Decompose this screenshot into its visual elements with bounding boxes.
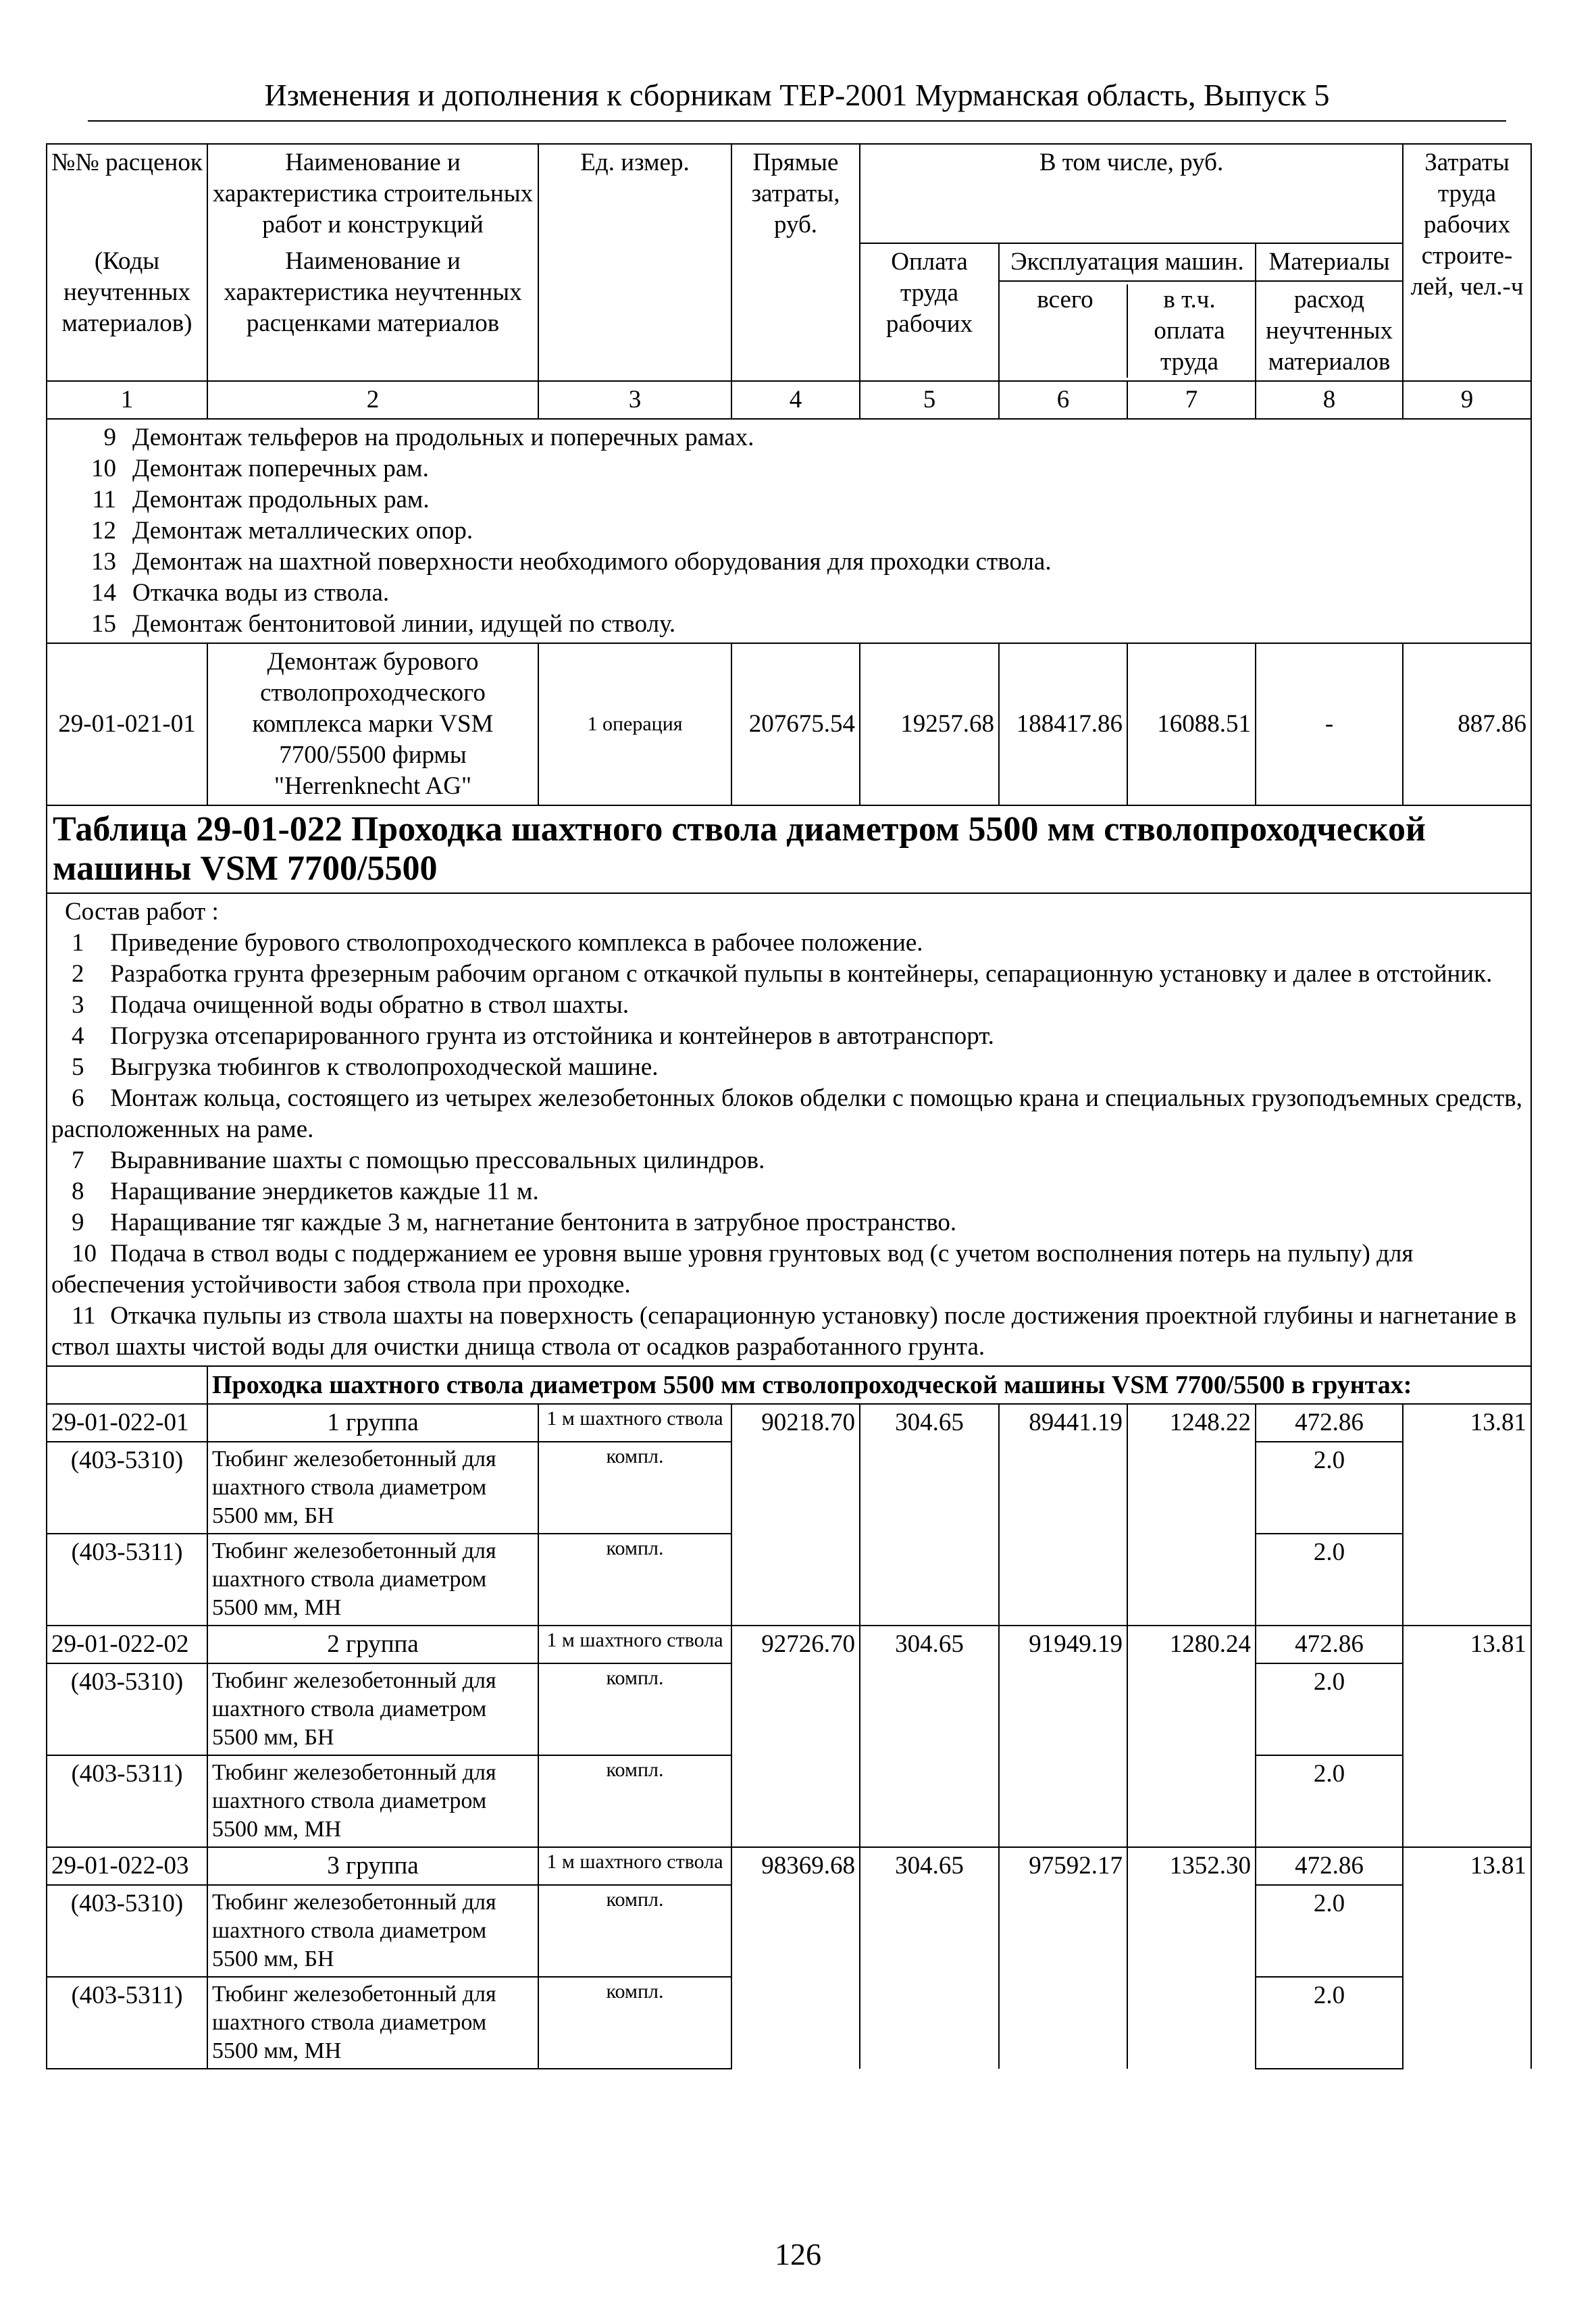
rate-unit: 1 м шахтного ствола [538, 1404, 731, 1442]
col-num: 6 [999, 381, 1127, 419]
rate-hours: 13.81 [1403, 1626, 1531, 1847]
work-number: 6 [72, 1084, 84, 1112]
col6-header: всего [1037, 286, 1093, 313]
material-qty: 2.0 [1256, 1755, 1403, 1847]
rate-row [47, 1626, 1531, 1663]
work-number: 10 [72, 1240, 97, 1267]
table-title: Таблица 29-01-022 Проходка шахтного ствола диаметром 5500 мм стволопроходческой машины VSM 7700/5500 [47, 805, 1531, 893]
work-text: Наращивание энердикетов каждые 11 м. [110, 1178, 539, 1205]
col-num: 3 [538, 381, 731, 419]
work-text: Погрузка отсепарированного грунта из отстойника и контейнеров в автотранспорт. [110, 1022, 994, 1050]
work-number: 5 [72, 1053, 84, 1081]
col-num: 7 [1127, 381, 1256, 419]
operation-number: 11 [92, 486, 116, 513]
rate-materials: - [1256, 643, 1403, 805]
work-text: Разработка грунта фрезерным рабочим органом с откачкой пульпы в контейнеры, сепарационную установку и далее в отстойник. [110, 960, 1493, 988]
rate-machines-labor: 1248.22 [1127, 1404, 1256, 1626]
work-item [51, 1301, 1526, 1363]
col3-header: Ед. измер. [538, 144, 731, 381]
col9-header: Затраты труда рабочих строите-лей, чел.-ч [1403, 144, 1531, 381]
col5-header: Оплата труда рабочих [860, 243, 999, 381]
work-item [51, 1145, 1526, 1176]
rate-machines-labor: 16088.51 [1127, 643, 1256, 805]
material-qty: 2.0 [1256, 1534, 1403, 1626]
material-unit: компл. [538, 1755, 731, 1847]
operation-item [51, 547, 1526, 578]
operation-item [51, 578, 1526, 609]
rate-unit: 1 м шахтного ствола [538, 1847, 731, 1885]
prev-ops-list [47, 419, 1531, 643]
material-qty: 2.0 [1256, 1885, 1403, 1977]
material-name: Тюбинг железобетонный для шахтного ствола диаметром 5500 мм, МН [207, 1977, 538, 2069]
work-item [51, 990, 1526, 1021]
work-text: Приведение бурового стволопроходческого комплекса в рабочее положение. [110, 929, 923, 957]
material-name: Тюбинг железобетонный для шахтного ствола диаметром 5500 мм, БН [207, 1885, 538, 1977]
col-num: 8 [1256, 381, 1403, 419]
rate-materials: 472.86 [1256, 1626, 1403, 1663]
works-label: Состав работ : [65, 898, 219, 926]
page-number: 126 [775, 2237, 821, 2271]
operation-number: 13 [91, 548, 116, 576]
material-qty: 2.0 [1256, 1977, 1403, 2069]
operation-text: Демонтаж бентонитовой линии, идущей по стволу. [132, 610, 676, 638]
work-number: 7 [72, 1147, 84, 1174]
operation-number: 14 [91, 579, 116, 607]
material-unit: компл. [538, 1534, 731, 1626]
works-block [47, 893, 1531, 1366]
operation-text: Демонтаж продольных рам. [132, 486, 430, 513]
material-code: (403-5311) [47, 1977, 207, 2069]
rate-direct: 98369.68 [731, 1847, 860, 2069]
col1-subheader: (Коды неучтенных материалов) [47, 243, 207, 381]
rate-row-021 [47, 643, 1531, 805]
col2-subheader: Наименование и характеристика неучтенных расценками материалов [207, 243, 538, 381]
operation-number: 15 [91, 610, 116, 638]
work-item [51, 1238, 1526, 1301]
work-item [51, 928, 1526, 959]
work-item [51, 959, 1526, 990]
rate-name: 3 группа [207, 1847, 538, 1885]
rate-machines-labor: 1352.30 [1127, 1847, 1256, 2069]
material-code: (403-5310) [47, 1663, 207, 1755]
col-num: 5 [860, 381, 999, 419]
col-num: 4 [731, 381, 860, 419]
rate-labor: 304.65 [860, 1847, 999, 2069]
material-code: (403-5310) [47, 1885, 207, 1977]
operation-text: Демонтаж металлических опор. [132, 517, 473, 545]
work-number: 9 [72, 1209, 84, 1236]
work-text: Откачка пульпы из ствола шахты на поверхность (сепарационную установку) после достижения проектной глубины и нагнетание в ствол шахты чистой воды для очистки днища ствола от осадков разработанного грунта. [51, 1302, 1517, 1361]
rate-machines-labor: 1280.24 [1127, 1626, 1256, 1847]
work-item [51, 1176, 1526, 1207]
material-unit: компл. [538, 1663, 731, 1755]
group-header: В том числе, руб. [860, 144, 1403, 243]
material-unit: компл. [538, 1442, 731, 1534]
material-code: (403-5311) [47, 1534, 207, 1626]
rate-direct: 92726.70 [731, 1626, 860, 1847]
work-text: Монтаж кольца, состоящего из четырех железобетонных блоков обделки с помощью крана и специальных грузоподъемных средств, расположенных на раме. [51, 1084, 1522, 1143]
material-code: (403-5310) [47, 1442, 207, 1534]
rate-materials: 472.86 [1256, 1847, 1403, 1885]
work-number: 2 [72, 960, 84, 988]
col7-header: в т.ч. оплата труда [1127, 284, 1251, 378]
col8-subheader: расход неучтенных материалов [1266, 286, 1393, 376]
rate-name: 1 группа [207, 1404, 538, 1442]
work-text: Наращивание тяг каждые 3 м, нагнетание бентонита в затрубное пространство. [110, 1209, 957, 1236]
work-item [51, 1052, 1526, 1083]
work-text: Подача очищенной воды обратно в ствол шахты. [110, 991, 629, 1019]
rate-code: 29-01-022-02 [47, 1626, 207, 1663]
rate-labor: 19257.68 [860, 643, 999, 805]
rate-machines: 91949.19 [999, 1626, 1127, 1847]
material-name: Тюбинг железобетонный для шахтного ствола диаметром 5500 мм, БН [207, 1442, 538, 1534]
page-header: Изменения и дополнения к сборникам ТЕР-2001 Мурманская область, Выпуск 5 [264, 78, 1330, 112]
material-name: Тюбинг железобетонный для шахтного ствола диаметром 5500 мм, МН [207, 1534, 538, 1626]
col-num: 2 [207, 381, 538, 419]
operation-item [51, 453, 1526, 484]
header-rule [88, 120, 1506, 122]
col-num: 9 [1403, 381, 1531, 419]
operation-text: Откачка воды из ствола. [132, 579, 390, 607]
material-code: (403-5311) [47, 1755, 207, 1847]
rate-labor: 304.65 [860, 1404, 999, 1626]
material-qty: 2.0 [1256, 1442, 1403, 1534]
rate-labor: 304.65 [860, 1626, 999, 1847]
rate-unit: 1 операция [538, 643, 731, 805]
work-item [51, 1207, 1526, 1238]
col-num: 1 [47, 381, 207, 419]
rate-machines: 188417.86 [999, 643, 1127, 805]
rate-direct: 207675.54 [731, 643, 860, 805]
operation-number: 9 [103, 424, 116, 451]
work-number: 1 [72, 929, 84, 957]
work-number: 11 [72, 1302, 96, 1330]
col4-header: Прямые затраты, руб. [731, 144, 860, 381]
work-text: Подача в ствол воды с поддержанием ее уровня выше уровня грунтовых вод (с учетом восполнения потерь на пульпу) для обеспечения устойчивости забоя ствола при проходке. [51, 1240, 1414, 1299]
rate-name: 2 группа [207, 1626, 538, 1663]
work-number: 3 [72, 991, 84, 1019]
operation-text: Демонтаж на шахтной поверхности необходимого оборудования для проходки ствола. [132, 548, 1052, 576]
work-number: 8 [72, 1178, 84, 1205]
rate-hours: 13.81 [1403, 1847, 1531, 2069]
work-number: 4 [72, 1022, 84, 1050]
machines-group-label: Эксплуатация машин. [1000, 244, 1255, 282]
column-numbers-row [47, 381, 1531, 419]
rate-machines: 97592.17 [999, 1847, 1127, 2069]
work-text: Выгрузка тюбингов к стволопроходческой машине. [110, 1053, 659, 1081]
rate-code: 29-01-022-01 [47, 1404, 207, 1442]
section-title: Проходка шахтного ствола диаметром 5500 мм стволопроходческой машины VSM 7700/5500 в грунтах: [207, 1366, 1531, 1404]
rate-row [47, 1404, 1531, 1442]
rate-materials: 472.86 [1256, 1404, 1403, 1442]
operation-text: Демонтаж тельферов на продольных и поперечных рамах. [132, 424, 754, 451]
material-unit: компл. [538, 1977, 731, 2069]
material-unit: компл. [538, 1885, 731, 1977]
machines-header [999, 243, 1256, 381]
col1-header: №№ расценок [47, 144, 207, 243]
materials-header [1256, 243, 1403, 381]
material-name: Тюбинг железобетонный для шахтного ствола диаметром 5500 мм, БН [207, 1663, 538, 1755]
rates-table [46, 143, 1532, 2069]
operation-number: 12 [91, 517, 116, 545]
material-name: Тюбинг железобетонный для шахтного ствола диаметром 5500 мм, МН [207, 1755, 538, 1847]
material-qty: 2.0 [1256, 1663, 1403, 1755]
operation-item [51, 422, 1526, 453]
work-text: Выравнивание шахты с помощью прессовальных цилиндров. [110, 1147, 765, 1174]
rate-unit: 1 м шахтного ствола [538, 1626, 731, 1663]
rate-row [47, 1847, 1531, 1885]
rate-name: Демонтаж бурового стволопроходческого комплекса марки VSM 7700/5500 фирмы "Herrenknecht AG" [207, 643, 538, 805]
col2-header: Наименование и характеристика строительных работ и конструкций [207, 144, 538, 243]
work-item [51, 1083, 1526, 1145]
rate-machines: 89441.19 [999, 1404, 1127, 1626]
rate-hours: 13.81 [1403, 1404, 1531, 1626]
operation-text: Демонтаж поперечных рам. [132, 455, 429, 482]
work-item [51, 1021, 1526, 1052]
operation-item [51, 609, 1526, 640]
rate-direct: 90218.70 [731, 1404, 860, 1626]
rate-code: 29-01-021-01 [47, 643, 207, 805]
rate-code: 29-01-022-03 [47, 1847, 207, 1885]
operation-item [51, 515, 1526, 547]
col8-header: Материалы [1256, 244, 1402, 282]
operation-item [51, 484, 1526, 515]
rate-hours: 887.86 [1403, 643, 1531, 805]
operation-number: 10 [91, 455, 116, 482]
